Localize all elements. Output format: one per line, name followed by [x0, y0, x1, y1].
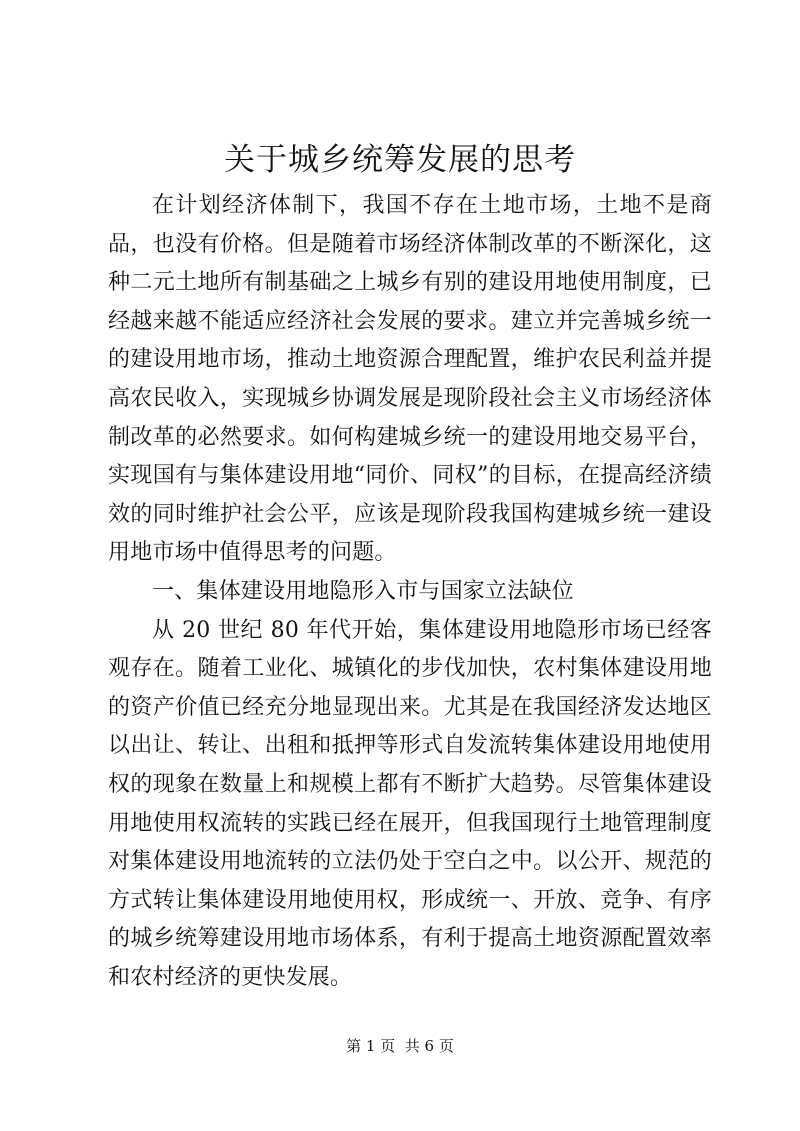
section-heading: 一、集体建设用地隐形入市与国家立法缺位 — [152, 578, 574, 604]
paragraph-section-1: 从 20 世纪 80 年代开始，集体建设用地隐形市场已经客观存在。随着工业化、城镇化的步伐加快，农村集体建设用地的资产价值已经充分地显现出来。尤其是在我国经济发达地区以出让、转让、出租和抵押等形式自发流转集体建设用地使用权的现象在数量上和规模上都有不断扩大趋势。尽管集体建设用地使用权流转的实践已经在展开，但我国现行土地管理制度对集体建设用地流转的立法仍处于空白之中。以公开、规范的方式转让集体建设用地使用权，形成统一、开放、竞争、有序的城乡统筹建设用地市场体系，有利于提高土地资源配置效率和农村经济的更快发展。 — [108, 617, 712, 990]
document-title: 关于城乡统筹发展的思考 — [224, 142, 576, 178]
paragraph-intro: 在计划经济体制下，我国不存在土地市场，土地不是商品，也没有价格。但是随着市场经济体制改革的不断深化，这种二元土地所有制基础之上城乡有别的建设用地使用制度，已经越来越不能适应经济社会发展的要求。建立并完善城乡统一的建设用地市场，推动土地资源合理配置，维护农民利益并提高农民收入，实现城乡协调发展是现阶段社会主义市场经济体制改革的必然要求。如何构建城乡统一的建设用地交易平台，实现国有与集体建设用地“同价、同权”的目标，在提高经济绩效的同时维护社会公平，应该是现阶段我国构建城乡统一建设用地市场中值得思考的问题。 — [108, 193, 712, 566]
document-body — [108, 187, 712, 997]
page-number-label: 第 1 页 共 6 页 — [346, 1037, 454, 1055]
page-footer — [0, 1036, 800, 1056]
